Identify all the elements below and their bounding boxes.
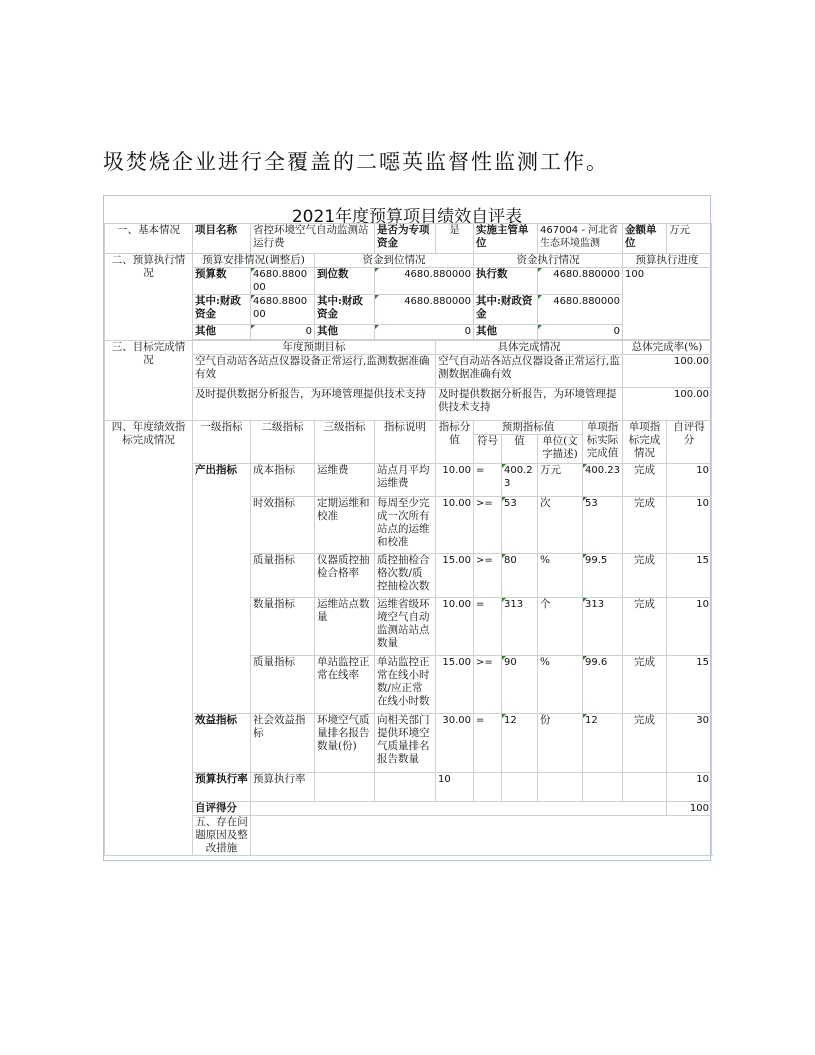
symbol-cell: = [474,714,502,773]
symbol-cell: >= [474,554,502,598]
dept-label: 实施主管单位 [474,224,538,254]
symbol-cell: = [474,464,502,497]
plan-fiscal-value: 4680.880000 [251,295,315,325]
goal-row [105,355,712,388]
budget-rate-row [105,773,712,802]
unit-header: 单位(文字描述) [538,435,583,464]
actual-completion-header: 具体完成情况 [436,341,623,355]
unit-cell: % [538,656,583,714]
desc-cell: 运维省级环境空气自动监测站站点数量 [375,598,436,656]
value-cell: 90 [502,656,538,714]
budget-rate-score: 10 [667,773,712,802]
value-cell: 53 [502,497,538,554]
budget-rate-level2: 预算执行率 [251,773,315,802]
level1-header: 一级指标 [193,421,251,464]
exec-other-label: 其他 [474,325,538,340]
level2-cell: 时效指标 [251,497,315,554]
arrival-other-value: 0 [375,325,474,340]
level3-cell: 单站监控正常在线率 [315,656,375,714]
actual-cell: 99.5 [583,554,623,598]
level3-cell: 运维站点数量 [315,598,375,656]
score-cell: 10 [667,598,712,656]
budget-rate-level1: 预算执行率 [193,773,251,802]
value-cell: 313 [502,598,538,656]
score-cell: 15 [667,554,712,598]
weight-cell: 10.00 [436,598,474,656]
level3-cell: 环境空气质量排名报告数量(份) [315,714,375,773]
value-cell: 12 [502,714,538,773]
level2-cell: 数量指标 [251,598,315,656]
benefit-indicator-label: 效益指标 [193,714,251,773]
plan-value: 4680.880000 [251,268,315,295]
goal-target: 及时提供数据分析报告，为环境管理提供技术支持 [193,388,436,421]
arrival-fiscal-label: 其中:财政资金 [315,295,375,325]
project-name-label: 项目名称 [193,224,251,254]
plan-fiscal-label: 其中:财政资金 [193,295,251,325]
actual-cell: 12 [583,714,623,773]
indicator-row [105,714,712,773]
expected-header: 预期指标值 [474,421,583,435]
section-basic: 一、基本情况 [105,224,193,254]
project-name-value: 省控环境空气自动监测站运行费 [251,224,375,254]
budget-other-row [105,325,712,340]
level2-cell: 质量指标 [251,656,315,714]
evaluation-sheet [103,195,711,861]
fund-exec-header: 资金执行情况 [474,254,623,268]
goal-rate: 100.00 [623,388,712,421]
output-indicator-label: 产出指标 [193,464,251,714]
goal-actual: 空气自动站各站点仪器设备正常运行,监测数据准确有效 [436,355,623,388]
indicator-row [105,464,712,497]
self-score-label: 自评得分 [193,802,251,816]
level2-cell: 成本指标 [251,464,315,497]
weight-cell: 15.00 [436,656,474,714]
section-indicators: 四、年度绩效指标完成情况 [105,421,193,856]
desc-header: 指标说明 [375,421,436,464]
exec-fiscal-value: 4680.880000 [538,295,623,325]
actual-cell: 313 [583,598,623,656]
exec-label: 执行数 [474,268,538,295]
weight-cell: 15.00 [436,554,474,598]
weight-cell: 10.00 [436,464,474,497]
plan-other-label: 其他 [193,325,251,340]
status-cell: 完成 [623,497,667,554]
actual-cell: 400.23 [583,464,623,497]
budget-fiscal-row [105,295,712,325]
status-header: 单项指标完成情况 [623,421,667,464]
basic-row [105,224,712,254]
amount-unit-label: 金额单位 [623,224,667,254]
status-cell: 完成 [623,464,667,497]
weight-header: 指标分值 [436,421,474,464]
goal-row [105,388,712,421]
total-rate-header: 总体完成率(%) [623,341,712,355]
value-cell: 80 [502,554,538,598]
unit-cell: % [538,554,583,598]
section-budget: 二、预算执行情况 [105,254,193,341]
fund-arrival-header: 资金到位情况 [315,254,474,268]
exec-other-value: 0 [538,325,623,340]
score-header: 自评得分 [667,421,712,464]
annual-target-header: 年度预期目标 [193,341,436,355]
dept-value: 467004 - 河北省生态环境监测 [538,224,623,254]
desc-cell: 每周至少完成一次所有站点的运维和校准 [375,497,436,554]
score-cell: 30 [667,714,712,773]
budget-header-row [105,254,712,268]
score-cell: 15 [667,656,712,714]
level3-cell: 运维费 [315,464,375,497]
score-cell: 10 [667,497,712,554]
level3-cell: 定期运维和校准 [315,497,375,554]
special-fund-value: 是 [436,224,474,254]
level3-cell: 仪器质控抽检合格率 [315,554,375,598]
actual-cell: 53 [583,497,623,554]
level2-header: 二级指标 [251,421,315,464]
status-cell: 完成 [623,554,667,598]
exec-fiscal-label: 其中:财政资金 [474,295,538,325]
status-cell: 完成 [623,714,667,773]
goal-actual: 及时提供数据分析报告，为环境管理提供技术支持 [436,388,623,421]
goal-rate: 100.00 [623,355,712,388]
amount-unit-value: 万元 [667,224,712,254]
unit-cell: 个 [538,598,583,656]
symbol-cell: >= [474,497,502,554]
indicator-header-row [105,421,712,435]
arrival-other-label: 其他 [315,325,375,340]
section-issues: 五、存在问题原因及整改措施 [193,816,251,856]
level2-cell: 社会效益指标 [251,714,315,773]
exec-progress-value: 100 [623,268,712,340]
level2-cell: 质量指标 [251,554,315,598]
evaluation-table [104,223,712,856]
actual-value-header: 单项指标实际完成值 [583,421,623,464]
plan-other-value: 0 [251,325,315,340]
budget-row [105,268,712,295]
desc-cell: 向相关部门提供环境空气质量排名报告数量 [375,714,436,773]
status-cell: 完成 [623,656,667,714]
self-score-value: 100 [667,802,712,816]
desc-cell: 单站监控正常在线小时数/应正常在线小时数 [375,656,436,714]
weight-cell: 10.00 [436,497,474,554]
level3-header: 三级指标 [315,421,375,464]
goal-target: 空气自动站各站点仪器设备正常运行,监测数据准确有效 [193,355,436,388]
sheet-title: 2021年度预算项目绩效自评表 [291,207,523,227]
status-cell: 完成 [623,598,667,656]
budget-plan-header: 预算安排情况(调整后) [193,254,315,268]
arrival-fiscal-value: 4680.880000 [375,295,474,325]
unit-cell: 份 [538,714,583,773]
exec-progress-header: 预算执行进度 [623,254,712,268]
issues-row [105,816,712,856]
desc-cell: 质控抽检合格次数/质控抽检次数 [375,554,436,598]
issues-content [251,816,712,856]
desc-cell: 站点月平均运维费 [375,464,436,497]
special-fund-label: 是否为专项资金 [375,224,436,254]
arrival-value: 4680.880000 [375,268,474,295]
section-goals: 三、目标完成情况 [105,341,193,421]
self-score-row [105,802,712,816]
plan-label: 预算数 [193,268,251,295]
weight-cell: 30.00 [436,714,474,773]
value-cell: 400.23 [502,464,538,497]
score-cell: 10 [667,464,712,497]
budget-rate-weight: 10 [436,773,474,802]
value-header: 值 [502,435,538,464]
arrival-label: 到位数 [315,268,375,295]
symbol-cell: >= [474,656,502,714]
actual-cell: 99.6 [583,656,623,714]
goals-header-row [105,341,712,355]
exec-value: 4680.880000 [538,268,623,295]
symbol-cell: = [474,598,502,656]
unit-cell: 万元 [538,464,583,497]
intro-text: 圾焚烧企业进行全覆盖的二噁英监督性监测工作。 [103,150,609,174]
symbol-header: 符号 [474,435,502,464]
unit-cell: 次 [538,497,583,554]
